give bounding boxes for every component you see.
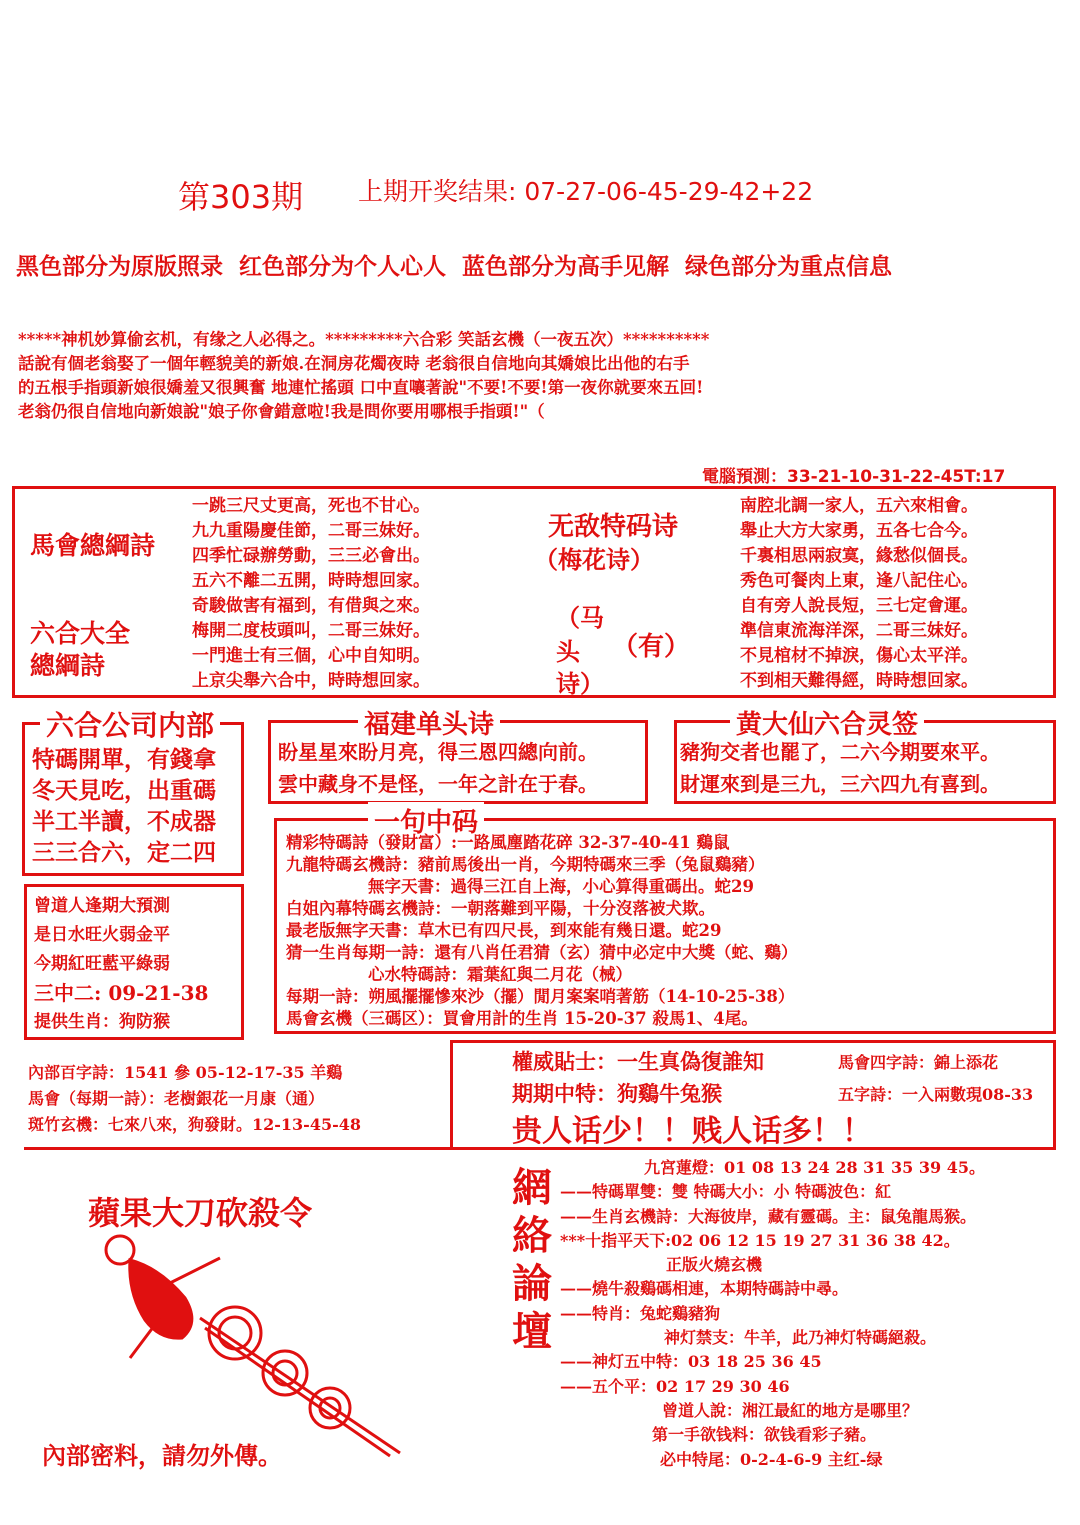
- internal-lines: [28, 1060, 361, 1138]
- invincible-poem-title: 无敌特码诗: [548, 512, 679, 542]
- forum-line: ***十指平天下:02 06 12 15 19 27 31 36 38 42。: [560, 1230, 960, 1250]
- one-sentence-line: 最老版無字天書：草木已有四尺長，到來能有幾日還。蛇29: [286, 921, 722, 940]
- poem-line: 舉止大方大家勇，五各七合今。: [740, 521, 978, 541]
- poem-line: 南腔北調一家人，五六來相會。: [740, 496, 978, 516]
- forum-lines: [560, 1156, 985, 1472]
- forum-line: ——燒牛殺鷄碼相連，本期特碼詩中尋。: [560, 1279, 849, 1299]
- company-lines: [32, 744, 216, 868]
- poem-line: 四季忙碌辦勞動，三三必會出。: [192, 546, 430, 566]
- forum-line: 九宮蓮燈：01 08 13 24 28 31 35 39 45。: [644, 1158, 985, 1177]
- huang-line: 豬狗交者也罷了，二六今期要來平。: [680, 740, 1000, 764]
- company-title: 六合公司内部: [40, 704, 220, 744]
- legend-black: 黑色部分为原版照录: [16, 254, 223, 280]
- poem-left-column: [192, 494, 430, 694]
- one-sentence-line: 馬會玄機（三碼区）：買會用計的生肖 15-20-37 殺馬1、4尾。: [286, 1009, 758, 1028]
- company-line: 半工半讀，不成器: [32, 808, 216, 835]
- joke-line: *****神机妙算偷玄机，有缘之人必得之。*********六合彩 笑話玄機（一夜五次）**********: [18, 330, 710, 349]
- company-line: 三三合六，定二四: [32, 839, 216, 866]
- zeng-line: 提供生肖：狗防猴: [34, 1012, 170, 1032]
- poem-label-liuhe-2: 總綱詩: [30, 651, 106, 680]
- huang-lines: [680, 736, 1000, 800]
- legend-red: 红色部分为个人心人: [239, 254, 447, 280]
- internal-line: 馬會（每期一詩）：老樹銀花一月康（通）: [28, 1089, 325, 1108]
- company-line: 冬天見吃，出重碼: [32, 777, 216, 804]
- poem-line: 梅開二度枝頭叫，二哥三妹好。: [192, 621, 430, 641]
- joke-section: [18, 328, 709, 424]
- forum-label-char: 絡: [512, 1212, 552, 1259]
- internal-line: 斑竹玄機：七來八來，狗發財。12-13-45-48: [28, 1115, 361, 1134]
- forum-line: ——生肖玄機詩：大海彼岸，藏有靈碼。主：鼠兔龍馬猴。: [560, 1206, 977, 1226]
- forum-label-char: 壇: [512, 1308, 552, 1355]
- one-sentence-line: 無字天書：過得三江自上海，小心算得重碼出。蛇29: [368, 877, 754, 896]
- computer-prediction: 電腦預測：33-21-10-31-22-45T:17: [702, 467, 1006, 487]
- poem-right-column: [740, 494, 978, 694]
- slogan: 贵人话少！！贱人话多！！: [512, 1114, 872, 1149]
- one-sentence-lines: [286, 832, 798, 1030]
- poem-line: 不到相天難得經，時時想回家。: [740, 671, 978, 691]
- zeng-lines: [34, 892, 208, 1037]
- poem-line: 奇駿做害有福到，有借與之來。: [192, 596, 430, 616]
- plum-poem-subtitle: （梅花诗）: [534, 545, 654, 574]
- one-sentence-line: 精彩特碼詩（發財富）:一路風塵踏花碎 32-37-40-41 鷄鼠: [286, 833, 730, 852]
- apple-title: 蘋果大刀砍殺令: [88, 1194, 313, 1232]
- authority-tip: 權威貼士：一生真偽復誰知: [512, 1049, 764, 1074]
- joke-line: 的五根手指頭新娘很嬌羞又很興奮 地連忙搖頭 口中直嚷著說"不要!不要!第一夜你就要來五回!: [18, 378, 704, 397]
- one-sentence-line: 每期一詩：朔風擺擺慘來沙（擺）閒月案案哨著筋（14-10-25-38）: [286, 987, 795, 1006]
- five-word-poem: 五字詩：一入兩數現08-33: [838, 1085, 1034, 1104]
- fujian-lines: [278, 736, 598, 800]
- huang-line: 財運來到是三九，三六四九有喜到。: [680, 772, 1000, 796]
- poem-line: 一跳三尺丈更高，死也不甘心。: [192, 496, 430, 516]
- one-sentence-line: 猜一生肖每期一詩：還有八肖任君猜（玄）猜中必定中大獎（蛇、鷄）: [286, 943, 798, 962]
- forum-line: ——特碼單雙：雙 特碼大小：小 特碼波色：紅: [560, 1182, 892, 1202]
- horse-head-you: （有）: [612, 632, 691, 662]
- forum-label-char: 網: [512, 1164, 552, 1211]
- forum-label-char: 論: [512, 1260, 552, 1307]
- sword-illustration: [90, 1228, 420, 1458]
- forum-line: 必中特尾：0-2-4-6-9 主红-绿: [660, 1449, 883, 1469]
- poem-line: 一門進士有三個，心中自知明。: [192, 646, 430, 666]
- poem-line: 自有旁人說長短，三七定會運。: [740, 596, 978, 616]
- joke-line: 老翁仍很自信地向新娘說"娘子你會錯意啦!我是問你要用哪根手指頭!"（: [18, 402, 545, 421]
- forum-line: 曾道人說：湘江最紅的地方是哪里？: [662, 1400, 919, 1420]
- huang-title: 黄大仙六合灵签: [730, 704, 924, 741]
- poem-line: 上京尖舉六合中，時時想回家。: [192, 671, 430, 691]
- poem-line: 千裏相思兩寂寞，緣愁似個長。: [740, 546, 978, 566]
- one-sentence-title: 一句中码: [368, 802, 484, 839]
- zeng-line: 三中二: 09-21-38: [34, 981, 209, 1005]
- legend-green: 绿色部分为重点信息: [685, 254, 893, 280]
- forum-line: ——特肖：兔蛇鷄豬狗: [560, 1303, 721, 1323]
- color-legend: [16, 248, 892, 281]
- horse-head-a: （马: [556, 603, 604, 632]
- fujian-line: 雲中藏身不是怪，一年之計在于春。: [278, 772, 598, 796]
- every-issue-special: 期期中特：狗鷄牛兔猴: [512, 1081, 722, 1106]
- forum-line: 神灯禁支：牛羊，此乃神灯特碼絕殺。: [664, 1328, 937, 1348]
- horse-head-b: 头: [556, 637, 580, 666]
- poem-line: 準信東流海洋深，二哥三妹好。: [740, 621, 978, 641]
- company-line: 特碼開單，有錢拿: [32, 746, 216, 773]
- one-sentence-line: 白姐內幕特碼玄機詩：一朝落難到平陽，十分沒落被犬欺。: [286, 899, 715, 918]
- forum-label: [512, 1164, 552, 1356]
- fujian-line: 盼星星來盼月亮，得三恩四總向前。: [278, 740, 598, 764]
- legend-blue: 蓝色部分为高手见解: [462, 254, 670, 280]
- issue-number: 第303期: [178, 178, 304, 216]
- poem-line: 不見棺材不掉淚，傷心太平洋。: [740, 646, 978, 666]
- authority-left-border: [450, 1040, 453, 1150]
- poem-line: 九九重陽慶佳節，二哥三妹好。: [192, 521, 430, 541]
- poem-label-liuhe: 六合大全: [30, 619, 131, 648]
- poem-line: 五六不離二五開，時時想回家。: [192, 571, 430, 591]
- forum-line: ——五个平：02 17 29 30 46: [560, 1376, 790, 1396]
- poem-line: 秀色可餐肉上東，逢八記住心。: [740, 571, 978, 591]
- forum-line: ——神灯五中特：03 18 25 36 45: [560, 1352, 822, 1372]
- zeng-line: 是日水旺火弱金平: [34, 925, 170, 945]
- forum-line: 第一手欲钱料：欲钱看彩子豬。: [652, 1425, 877, 1445]
- last-result: 上期开奖结果: 07-27-06-45-29-42+22: [358, 177, 814, 206]
- internal-line: 內部百字詩：1541 參 05-12-17-35 羊鷄: [28, 1063, 343, 1082]
- authority-underline: [450, 1040, 1056, 1043]
- forum-line: 正版火燒玄機: [666, 1255, 763, 1275]
- joke-line: 話說有個老翁娶了一個年輕貌美的新娘.在洞房花燭夜時 老翁很自信地向其嬌娘比出他的右手: [18, 354, 690, 373]
- horse-four-word: 馬會四字詩：錦上添花: [838, 1053, 999, 1072]
- horse-head-d: 诗）: [556, 669, 604, 698]
- zeng-line: 今期紅旺藍平綠弱: [34, 954, 170, 974]
- secret-footer: 內部密料，請勿外傳。: [42, 1441, 282, 1470]
- one-sentence-line: 心水特碼詩：霜葉紅與二月花（械）: [368, 965, 632, 984]
- poem-label-main: 馬會總綱詩: [30, 531, 156, 560]
- one-sentence-line: 九龍特碼玄機詩：豬前馬後出一肖，今期特碼來三季（兔鼠鷄豬）: [286, 855, 765, 874]
- zeng-line: 曾道人逢期大預測: [34, 896, 170, 916]
- fujian-title: 福建单头诗: [358, 704, 500, 741]
